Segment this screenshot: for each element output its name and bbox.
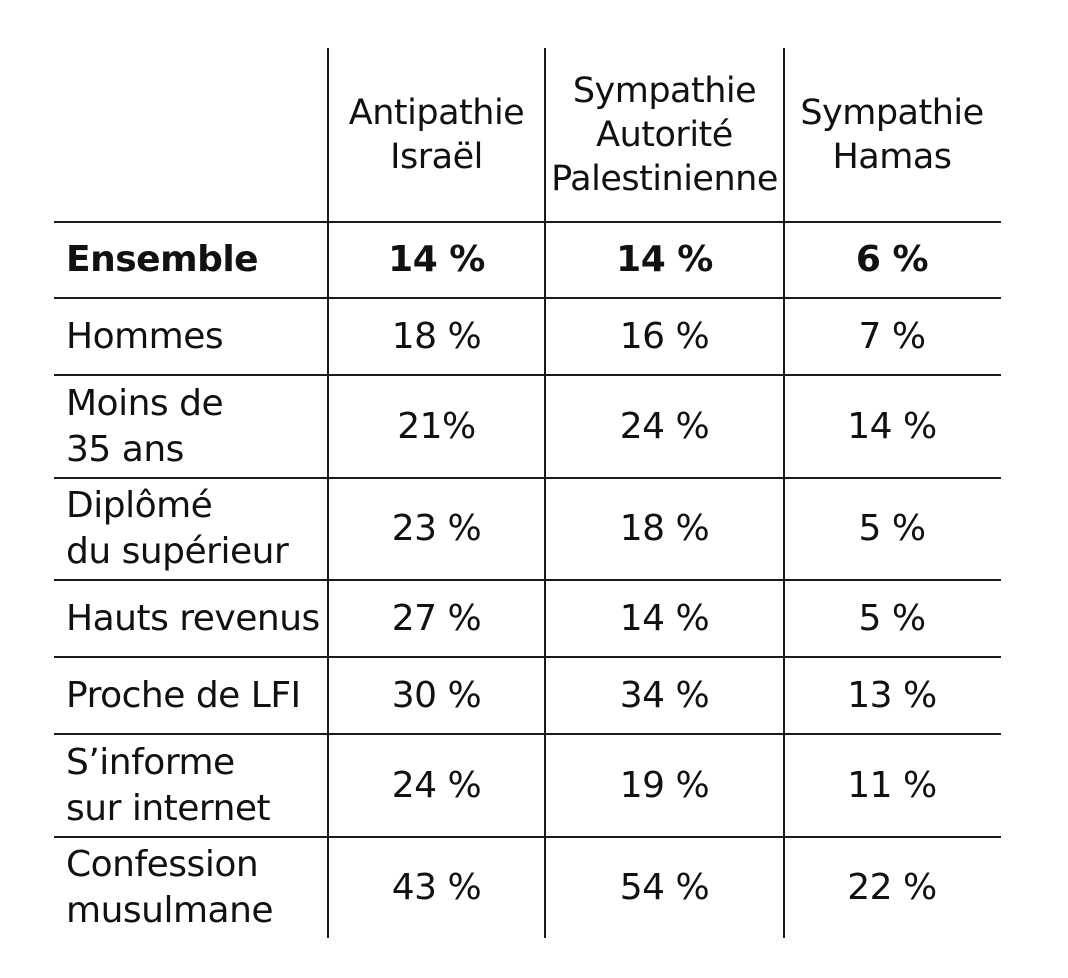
row-label: Hommes [66, 315, 224, 357]
row-label: Confession musulmane [66, 843, 274, 931]
table-cell: 14 % [388, 239, 485, 280]
table-cell: 5 % [858, 508, 926, 549]
table-cell: 6 % [855, 239, 929, 280]
row-divider [54, 656, 1001, 658]
row-divider [54, 733, 1001, 735]
table-cell: 23 % [391, 508, 482, 549]
row-label: Hauts revenus [66, 597, 320, 639]
table-cell: 19 % [619, 764, 710, 806]
table-cell: 30 % [391, 674, 482, 716]
table-cell: 13 % [847, 674, 937, 716]
table-cell: 24 % [391, 764, 482, 806]
row-label: S’informe sur internet [66, 741, 271, 829]
table-cell: 54 % [619, 866, 710, 908]
row-label: Ensemble [66, 239, 259, 280]
column-divider [327, 48, 329, 938]
row-divider [54, 374, 1001, 376]
table-cell: 18 % [619, 508, 710, 549]
table-cell: 43 % [391, 866, 482, 908]
row-divider [54, 836, 1001, 838]
table-cell: 5 % [858, 597, 926, 639]
table-cell: 22 % [847, 866, 937, 908]
row-label: Diplômé du supérieur [66, 485, 289, 572]
table-cell: 14 % [616, 239, 713, 280]
column-header: Sympathie Autorité Palestinienne [551, 71, 778, 199]
table-cell: 34 % [619, 674, 710, 716]
table-cell: 27 % [391, 597, 482, 639]
column-divider [783, 48, 785, 938]
column-header: Antipathie Israël [348, 93, 525, 177]
table-cell: 14 % [619, 597, 710, 639]
table-cell: 16 % [619, 315, 710, 357]
row-divider [54, 297, 1001, 299]
table-cell: 21% [397, 405, 476, 447]
table-cell: 14 % [847, 405, 937, 447]
table-cell: 11 % [847, 764, 937, 806]
row-label: Moins de 35 ans [66, 382, 224, 470]
table-cell: 7 % [858, 315, 926, 357]
row-divider [54, 477, 1001, 479]
row-divider [54, 579, 1001, 581]
row-divider [54, 221, 1001, 223]
table-cell: 18 % [391, 315, 482, 357]
row-label: Proche de LFI [66, 674, 301, 716]
table-cell: 24 % [619, 405, 710, 447]
column-divider [544, 48, 546, 938]
column-header: Sympathie Hamas [800, 93, 984, 177]
